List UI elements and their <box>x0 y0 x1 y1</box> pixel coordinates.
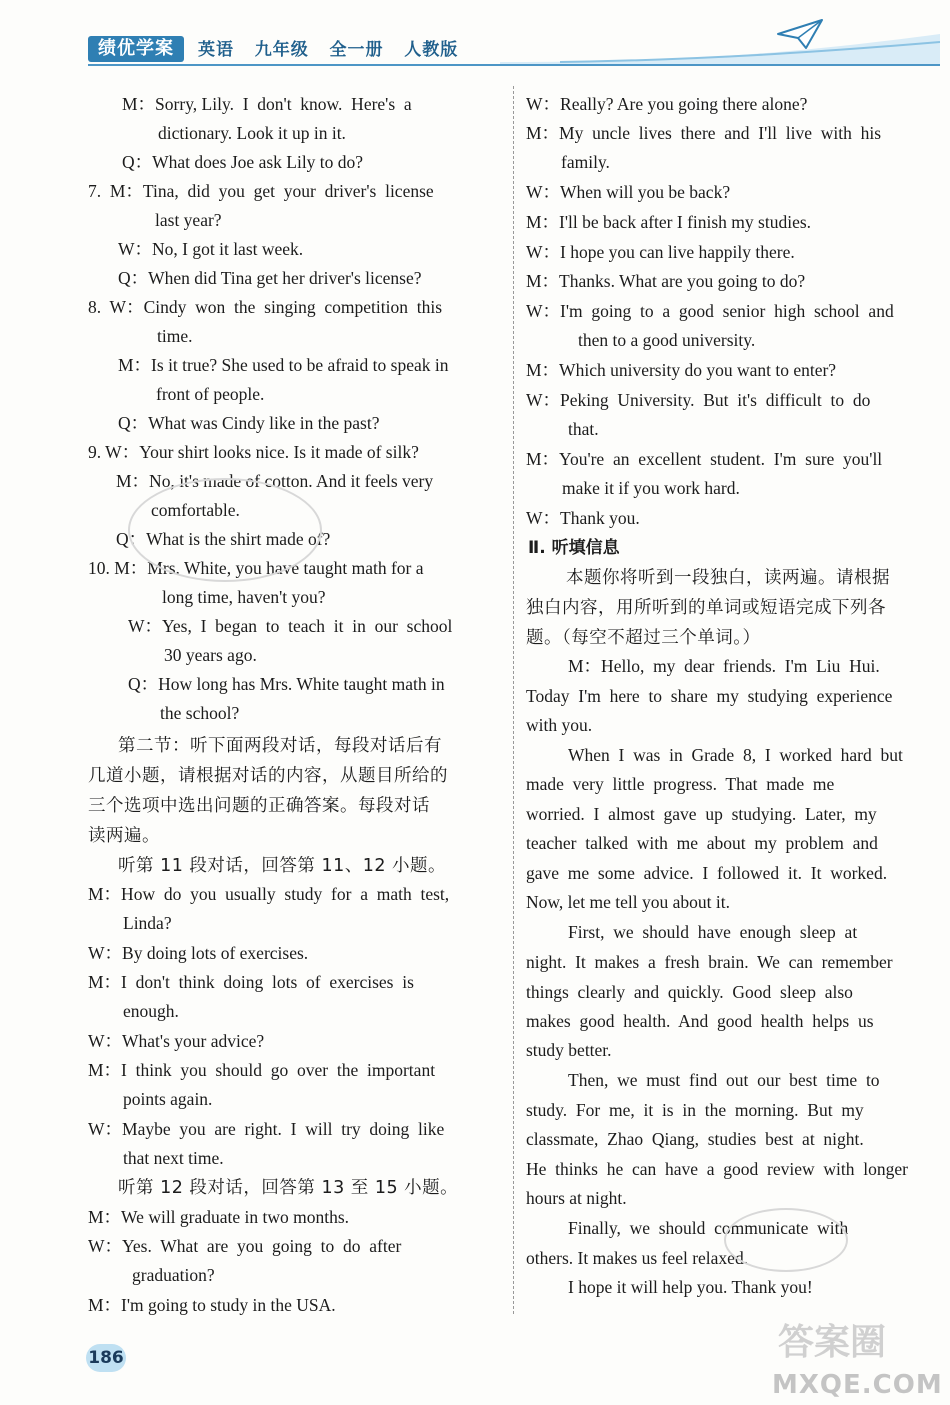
text-line: W：Maybe you are right. I will try doing like <box>88 1119 445 1139</box>
text-line: 第二节：听下面两段对话，每段对话后有 <box>118 736 442 756</box>
text-line: 9. W：Your shirt looks nice. Is it made of silk? <box>88 442 419 462</box>
text-line: W：Really? Are you going there alone? <box>526 94 808 114</box>
text-line: W：No, I got it last week. <box>118 239 304 259</box>
text-line: M：You're an excellent student. I'm sure you'll <box>526 449 883 469</box>
page-header <box>0 0 950 72</box>
text-line: 读两遍。 <box>88 826 160 846</box>
text-line: 独白内容，用所听到的单词或短语完成下列各 <box>526 598 886 618</box>
text-line: M：How do you usually study for a math test, <box>88 884 450 904</box>
text-line: Q：What was Cindy like in the past? <box>118 413 380 433</box>
text-line: teacher talked with me about my problem and <box>526 833 878 853</box>
text-line: Now, let me tell you about it. <box>526 892 730 912</box>
text-line: W：I'm going to a good senior high school and <box>526 301 894 321</box>
text-line: Q：What is the shirt made of? <box>116 529 331 549</box>
text-line: He thinks he can have a good review with longer <box>526 1159 908 1179</box>
text-line: W：When will you be back? <box>526 182 731 202</box>
text-line: the school? <box>160 703 240 723</box>
text-line: with you. <box>526 715 593 735</box>
text-line: 听第 12 段对话，回答第 13 至 15 小题。 <box>118 1178 459 1198</box>
column-divider <box>513 86 514 1314</box>
page-number: 186 <box>86 1344 126 1372</box>
text-line: points again. <box>123 1089 213 1109</box>
text-line: time. <box>157 326 193 346</box>
header-rule <box>88 64 940 66</box>
text-line: 8. W：Cindy won the singing competition this <box>88 297 443 317</box>
text-line: M：We will graduate in two months. <box>88 1207 350 1227</box>
text-line: Linda? <box>123 913 172 933</box>
text-line: Q：What does Joe ask Lily to do? <box>122 152 364 172</box>
text-line: I hope it will help you. Thank you! <box>568 1277 813 1297</box>
text-line: worried. I almost gave up studying. Later, my <box>526 804 877 824</box>
text-line: M：I'll be back after I finish my studies. <box>526 212 812 232</box>
paper-plane-icon <box>776 18 824 50</box>
text-line: family. <box>561 152 610 172</box>
text-line: First, we should have enough sleep at <box>568 922 858 942</box>
text-line: others. It makes us feel relaxed. <box>526 1248 749 1268</box>
text-line: M：No, it's made of cotton. And it feels very <box>116 471 434 491</box>
text-line: W：By doing lots of exercises. <box>88 943 309 963</box>
text-line: Finally, we should communicate with <box>568 1218 849 1238</box>
text-line: enough. <box>123 1001 179 1021</box>
faint-stamp <box>128 478 322 582</box>
text-line: M：I don't think doing lots of exercises is <box>88 972 414 992</box>
text-line: things clearly and quickly. Good sleep also <box>526 982 853 1002</box>
text-line: 30 years ago. <box>164 645 257 665</box>
text-line: M：Which university do you want to enter? <box>526 360 837 380</box>
watermark-text: MXQE.COM <box>772 1370 943 1400</box>
text-line: M：Thanks. What are you going to do? <box>526 271 806 291</box>
text-line: that. <box>568 419 599 439</box>
text-line: night. It makes a fresh brain. We can remember <box>526 952 893 972</box>
text-line: 三个选项中选出问题的正确答案。每段对话 <box>88 796 430 816</box>
text-line: W：Yes, I began to teach it in our school <box>128 616 453 636</box>
text-line: 7. M：Tina, did you get your driver's license <box>88 181 434 201</box>
text-line: W：What's your advice? <box>88 1031 265 1051</box>
text-line: W：Thank you. <box>526 508 640 528</box>
text-line: M：Is it true? She used to be afraid to speak in <box>118 355 449 375</box>
text-line: 几道小题，请根据对话的内容，从题目所给的 <box>88 766 448 786</box>
text-line: 听第 11 段对话，回答第 11、12 小题。 <box>118 856 447 876</box>
text-line: 10. M：Mrs. White, you have taught math for a <box>88 558 424 578</box>
text-line: When I was in Grade 8, I worked hard but <box>568 745 903 765</box>
text-line: gave me some advice. I followed it. It worked. <box>526 863 888 883</box>
text-line: W：Peking University. But it's difficult to do <box>526 390 871 410</box>
text-line: 本题你将听到一段独白，读两遍。请根据 <box>566 568 890 588</box>
text-line: graduation? <box>132 1265 215 1285</box>
header-title: 英语 九年级 全一册 人教版 <box>198 40 459 60</box>
text-line: study better. <box>526 1040 612 1060</box>
text-line: M：Hello, my dear friends. I'm Liu Hui. <box>568 656 880 676</box>
text-line: then to a good university. <box>578 330 756 350</box>
text-line: M：Sorry, Lily. I don't know. Here's a <box>122 94 412 114</box>
text-line: comfortable. <box>151 500 240 520</box>
section-heading: Ⅱ. 听填信息 <box>528 538 620 558</box>
text-line: last year? <box>155 210 222 230</box>
text-line: M：I think you should go over the important <box>88 1060 436 1080</box>
watermark-logo-text: 答案圈 <box>778 1322 887 1363</box>
text-line: study. For me, it is in the morning. But my <box>526 1100 864 1120</box>
text-line: long time, haven't you? <box>162 587 326 607</box>
text-line: Then, we must find out our best time to <box>568 1070 880 1090</box>
text-line: hours at night. <box>526 1188 627 1208</box>
text-line: M：I'm going to study in the USA. <box>88 1295 336 1315</box>
text-line: dictionary. Look it up in it. <box>158 123 346 143</box>
text-line: Today I'm here to share my studying experience <box>526 686 893 706</box>
faint-stamp <box>724 1208 848 1272</box>
text-line: M：My uncle lives there and I'll live with his <box>526 123 882 143</box>
text-line: that next time. <box>123 1148 224 1168</box>
text-line: W：Yes. What are you going to do after <box>88 1236 402 1256</box>
text-line: 题。（每空不超过三个单词。） <box>526 628 761 648</box>
text-line: W：I hope you can live happily there. <box>526 242 795 262</box>
text-line: made very little progress. That made me <box>526 774 835 794</box>
text-line: front of people. <box>156 384 265 404</box>
text-line: Q：How long has Mrs. White taught math in <box>128 674 445 694</box>
text-line: makes good health. And good health helps us <box>526 1011 874 1031</box>
brand-logo: 绩优学案 <box>88 36 184 62</box>
text-line: make it if you work hard. <box>562 478 740 498</box>
header-band-decoration <box>500 28 940 64</box>
text-line: Q：When did Tina get her driver's license? <box>118 268 422 288</box>
text-line: classmate, Zhao Qiang, studies best at night. <box>526 1129 864 1149</box>
